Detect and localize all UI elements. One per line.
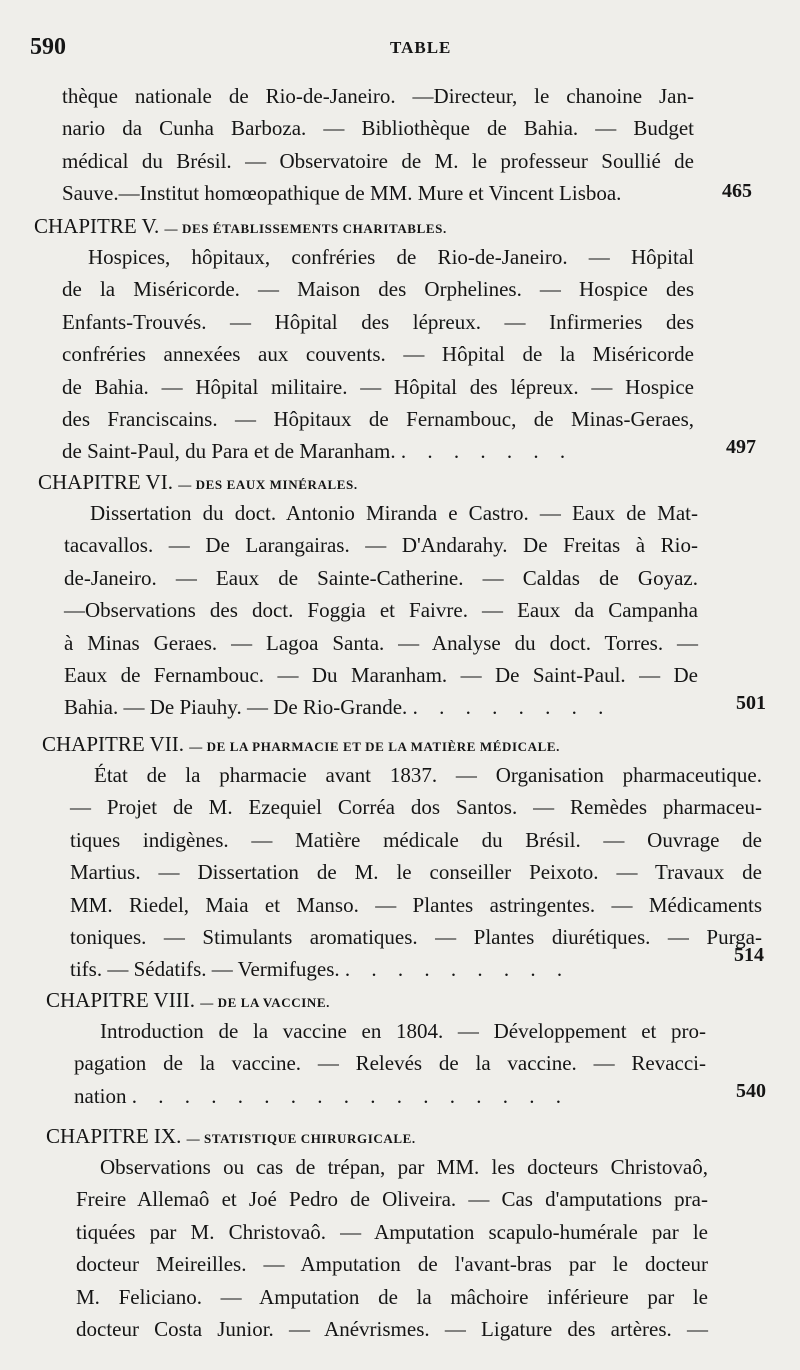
chapter-entry [74,1015,706,1112]
chapter-title: CHAPITRE V. [34,214,160,238]
chapter-heading [46,1122,416,1153]
entry-line-text: de Saint-Paul, du Para et de Maranham. [62,439,396,464]
leader-dots: . . . . . . . [400,439,574,464]
chapter-title: CHAPITRE IX. [46,1124,182,1148]
entry-line: — Projet de M. Ezequiel Corréa dos Santos. — Remèdes pharmaceu- [70,795,762,820]
entry-line [62,435,694,467]
chapter-entry [76,1151,708,1345]
chapter-subtitle: — DE LA PHARMACIE ET DE LA MATIÈRE MÉDICALE. [189,739,561,754]
chapter-entry [70,759,762,986]
entry-line: Martius. — Dissertation de M. le conseiller Peixoto. — Travaux de [70,860,762,885]
entry-line: Observations ou cas de trépan, par MM. les docteurs Christovaô, [100,1155,708,1179]
intro-entry [62,80,694,210]
chapter-subtitle: — STATISTIQUE CHIRURGICALE. [186,1131,416,1146]
entry-line: Eaux de Fernambouc. — Du Maranham. — De Saint-Paul. — De [64,663,698,688]
chapter-title: CHAPITRE VI. [38,470,173,494]
entry-line: toniques. — Stimulants aromatiques. — Plantes diurétiques. — Purga- [70,925,762,950]
entry-line: de-Janeiro. — Eaux de Sainte-Catherine. — Caldas de Goyaz. [64,565,698,590]
chapter-subtitle: — DES EAUX MINÉRALES. [178,477,358,492]
leader-dots: . . . . . . . . [412,695,612,720]
entry-line-text: Bahia. — De Piauhy. — De Rio-Grande. [64,695,408,720]
entry-line: nario da Cunha Barboza. — Bibliothèque de Bahia. — Budget [62,116,694,141]
page-reference: 501 [736,692,766,714]
chapter-title: CHAPITRE VIII. [46,988,195,1012]
entry-line: Dissertation du doct. Antonio Miranda e Castro. — Eaux de Mat- [90,501,698,525]
chapter-heading [34,212,447,243]
entry-line: MM. Riedel, Maia et Manso. — Plantes astringentes. — Médicaments [70,892,762,917]
entry-line-text: nation [74,1083,127,1108]
entry-line: Hospices, hôpitaux, confréries de Rio-de-Janeiro. — Hôpital [88,245,694,269]
page-reference: 465 [722,180,752,202]
entry-line: tiques indigènes. — Matière médicale du Brésil. — Ouvrage de [70,827,762,852]
page-reference: 514 [734,944,764,966]
entry-line [64,691,698,723]
page-reference: 540 [736,1080,766,1102]
entry-line: Freire Allemaô et Joé Pedro de Oliveira. — Cas d'amputations pra- [76,1187,708,1212]
entry-line: Introduction de la vaccine en 1804. — Développement et pro- [100,1019,706,1043]
entry-line: de la Miséricorde. — Maison des Orphelines. — Hospice des [62,277,694,302]
entry-line: État de la pharmacie avant 1837. — Organisation pharmaceutique. [94,763,762,787]
entry-line: M. Feliciano. — Amputation de la mâchoire inférieure par le [76,1284,708,1309]
entry-line: de Bahia. — Hôpital militaire. — Hôpital des lépreux. — Hospice [62,374,694,399]
entry-line: à Minas Geraes. — Lagoa Santa. — Analyse du doct. Torres. — [64,630,698,655]
entry-line: des Franciscains. — Hôpitaux de Fernambouc, de Minas-Geraes, [62,407,694,432]
entry-line: tiquées par M. Christovaô. — Amputation scapulo-humérale par le [76,1219,708,1244]
entry-line: docteur Costa Junior. — Anévrismes. — Ligature des artères. — [76,1317,708,1342]
page-header [30,34,770,70]
running-title: TABLE [390,38,452,57]
entry-line: médical du Brésil. — Observatoire de M. le professeur Soullié de [62,148,694,173]
chapter-title: CHAPITRE VII. [42,732,184,756]
entry-line [70,953,762,985]
entry-line: tacavallos. — De Larangairas. — D'Andarahy. De Freitas à Rio- [64,533,698,558]
entry-line [74,1080,706,1112]
page-reference: 497 [726,436,756,458]
leader-dots: . . . . . . . . . [344,957,571,982]
entry-line: —Observations des doct. Foggia et Faivre. — Eaux da Campanha [64,598,698,623]
chapter-heading [42,730,560,761]
entry-line: docteur Meireilles. — Amputation de l'avant-bras par le docteur [76,1252,708,1277]
entry-line: confréries annexées aux couvents. — Hôpital de la Miséricorde [62,342,694,367]
entry-line: pagation de la vaccine. — Relevés de la vaccine. — Revacci- [74,1051,706,1076]
chapter-entry [64,497,698,724]
chapter-subtitle: — DE LA VACCINE. [200,995,330,1010]
page-number: 590 [30,34,66,60]
entry-line-text: tifs. — Sédatifs. — Vermifuges. [70,957,340,982]
leader-dots: . . . . . . . . . . . . . . . . . [131,1083,569,1108]
chapter-subtitle: — DES ÉTABLISSEMENTS CHARITABLES. [164,221,447,236]
chapter-heading [38,468,358,499]
chapter-entry [62,241,694,468]
entry-line: Enfants-Trouvés. — Hôpital des lépreux. — Infirmeries des [62,309,694,334]
chapter-heading [46,986,330,1017]
entry-line: Sauve.—Institut homœopathique de MM. Mure et Vincent Lisboa. [62,181,622,206]
entry-line: thèque nationale de Rio-de-Janeiro. —Directeur, le chanoine Jan- [62,84,694,108]
